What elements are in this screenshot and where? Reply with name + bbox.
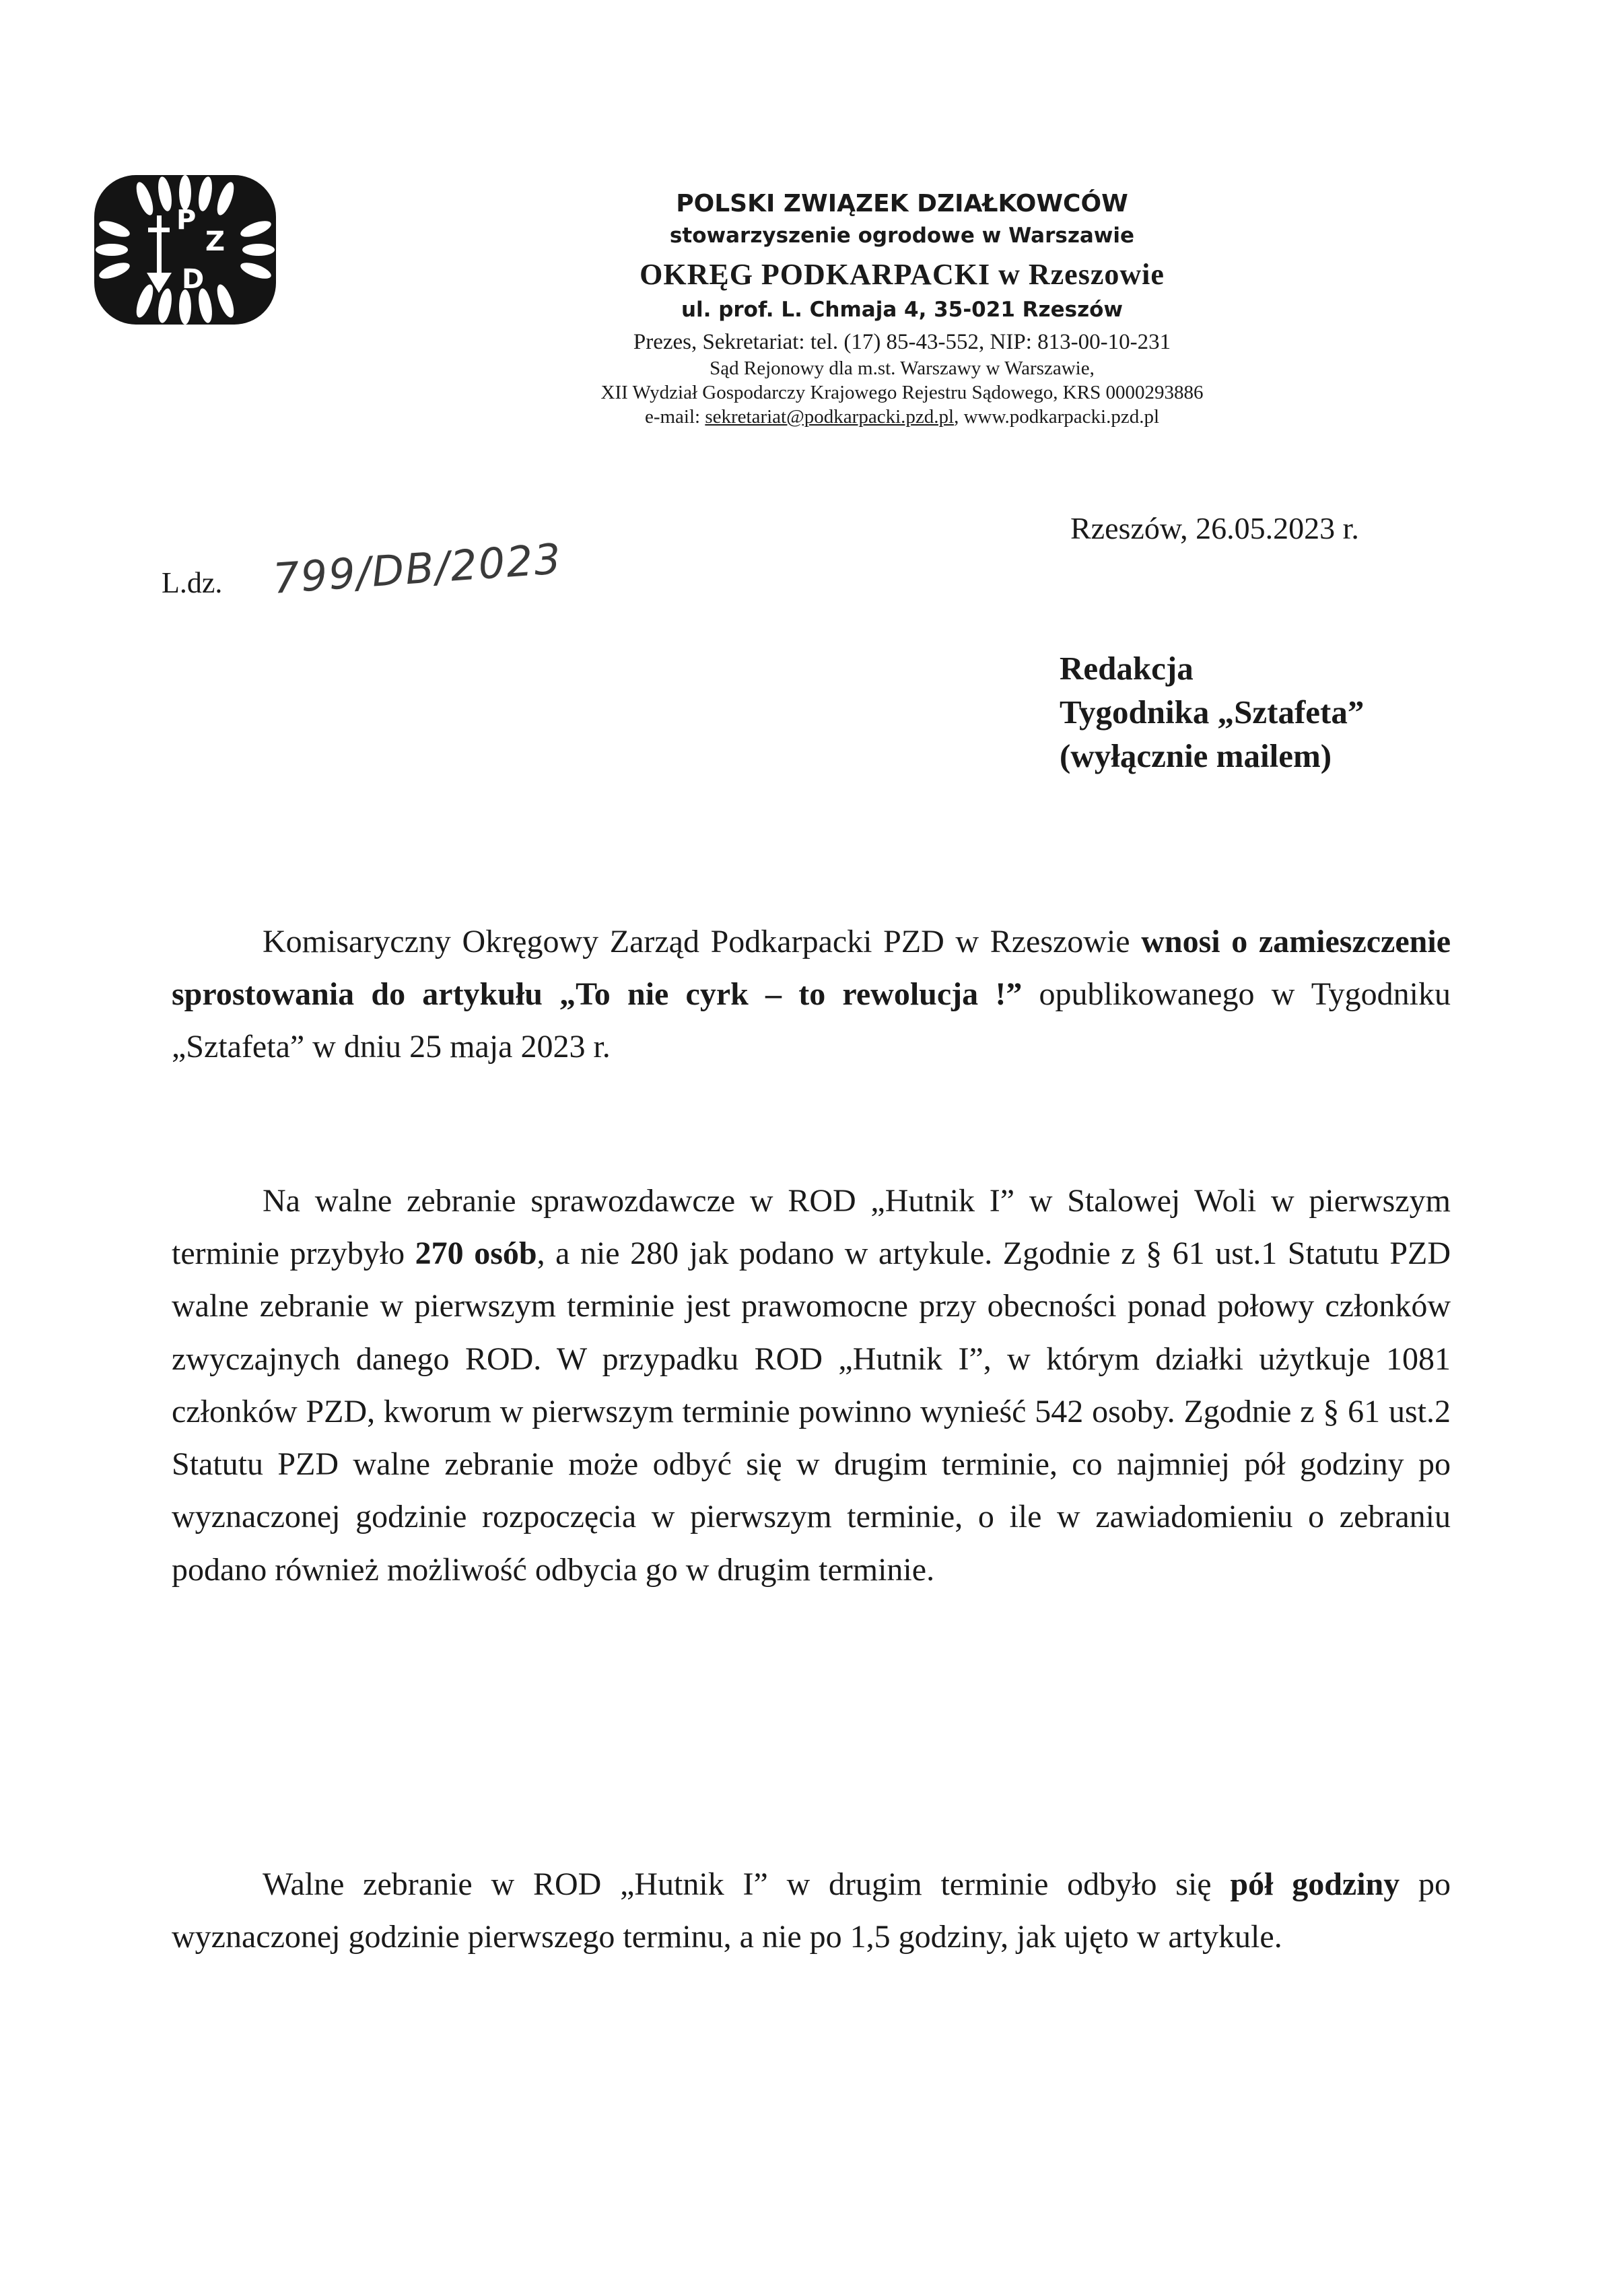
logo-letter-z: Z bbox=[205, 226, 226, 257]
email-label: e-mail: bbox=[644, 406, 701, 428]
logo-letter-d: D bbox=[182, 264, 205, 295]
paragraph-2-bold: 270 osób bbox=[415, 1236, 537, 1272]
paragraph-2-text-b: , a nie 280 jak podano w artykule. Zgodnie z § 61 ust.1 Statutu PZD walne zebranie w pierwszym terminie jest prawomocne przy obecności ponad połowy członków zwyczajnych danego ROD. W przypadku ROD „Hutnik I”, w którym działki użytkuje 1081 członków PZD, kworum w pierwszym terminie powinno wynieść 542 osoby. Zgodnie z § 61 ust.2 Statutu PZD walne zebranie może odbyć się w drugim terminie, co najmniej pół godziny po wyznaczonej godzinie rozpoczęcia w pierwszym terminie, o ile w zawiadomieniu o zebraniu podano również możliwość odbycia go w drugim terminie. bbox=[172, 1236, 1451, 1588]
letterhead bbox=[431, 189, 1373, 430]
email-link[interactable]: sekretariat@podkarpacki.pzd.pl bbox=[705, 406, 955, 428]
district-name: OKRĘG PODKARPACKI w Rzeszowie bbox=[640, 257, 1165, 291]
paragraph-3-text-a: Walne zebranie w ROD „Hutnik I” w drugim terminie odbyło się bbox=[263, 1866, 1231, 1902]
website-link[interactable]: www.podkarpacki.pzd.pl bbox=[963, 406, 1160, 428]
addressee-line-3: (wyłącznie mailem) bbox=[1060, 737, 1332, 775]
letter-date: Rzeszów, 26.05.2023 r. bbox=[1070, 511, 1359, 545]
pzd-logo bbox=[94, 175, 276, 325]
paragraph-2 bbox=[172, 1175, 1451, 1596]
organization-subtitle: stowarzyszenie ogrodowe w Warszawie bbox=[669, 224, 1135, 248]
paragraph-2-text-a: Na walne zebranie sprawozdawcze w ROD „Hutnik I” w Stalowej Woli w pierwszym terminie przybyło bbox=[172, 1183, 1451, 1272]
paragraph-1-text-a: Komisaryczny Okręgowy Zarząd Podkarpacki PZD w Rzeszowie bbox=[263, 924, 1142, 959]
paragraph-3-bold: pół godziny bbox=[1230, 1866, 1400, 1902]
email-line bbox=[431, 405, 1373, 429]
logo-letter-p: P bbox=[176, 205, 197, 236]
registry-line: XII Wydział Gospodarczy Krajowego Rejestru Sądowego, KRS 0000293886 bbox=[600, 382, 1204, 403]
organization-address: ul. prof. L. Chmaja 4, 35-021 Rzeszów bbox=[681, 297, 1124, 322]
paragraph-1 bbox=[172, 916, 1451, 1074]
addressee-line-2: Tygodnika „Sztafeta” bbox=[1060, 694, 1365, 731]
court-line: Sąd Rejonowy dla m.st. Warszawy w Warszawie, bbox=[710, 357, 1095, 379]
contact-line: Prezes, Sekretariat: tel. (17) 85-43-552, NIP: 813-00-10-231 bbox=[633, 329, 1171, 354]
paragraph-1-bold: wnosi o zamieszczenie sprostowania do artykułu „To nie cyrk – to rewolucja !” bbox=[172, 924, 1451, 1013]
paragraph-3-text-b: po wyznaczonej godzinie pierwszego terminu, a nie po 1,5 godziny, jak ujęto w artykule. bbox=[172, 1866, 1451, 1955]
reference-label: L.dz. bbox=[162, 566, 223, 599]
addressee-line-1: Redakcja bbox=[1060, 650, 1194, 687]
paragraph-3 bbox=[172, 1858, 1451, 1963]
email-separator: , bbox=[954, 406, 959, 428]
addressee-block bbox=[1060, 646, 1364, 778]
handwritten-reference: 799/DB/2023 bbox=[271, 534, 564, 603]
organization-name: POLSKI ZWIĄZEK DZIAŁKOWCÓW bbox=[676, 190, 1128, 217]
paragraph-1-text-b: opublikowanego w Tygodniku „Sztafeta” w dniu 25 maja 2023 r. bbox=[172, 976, 1451, 1065]
